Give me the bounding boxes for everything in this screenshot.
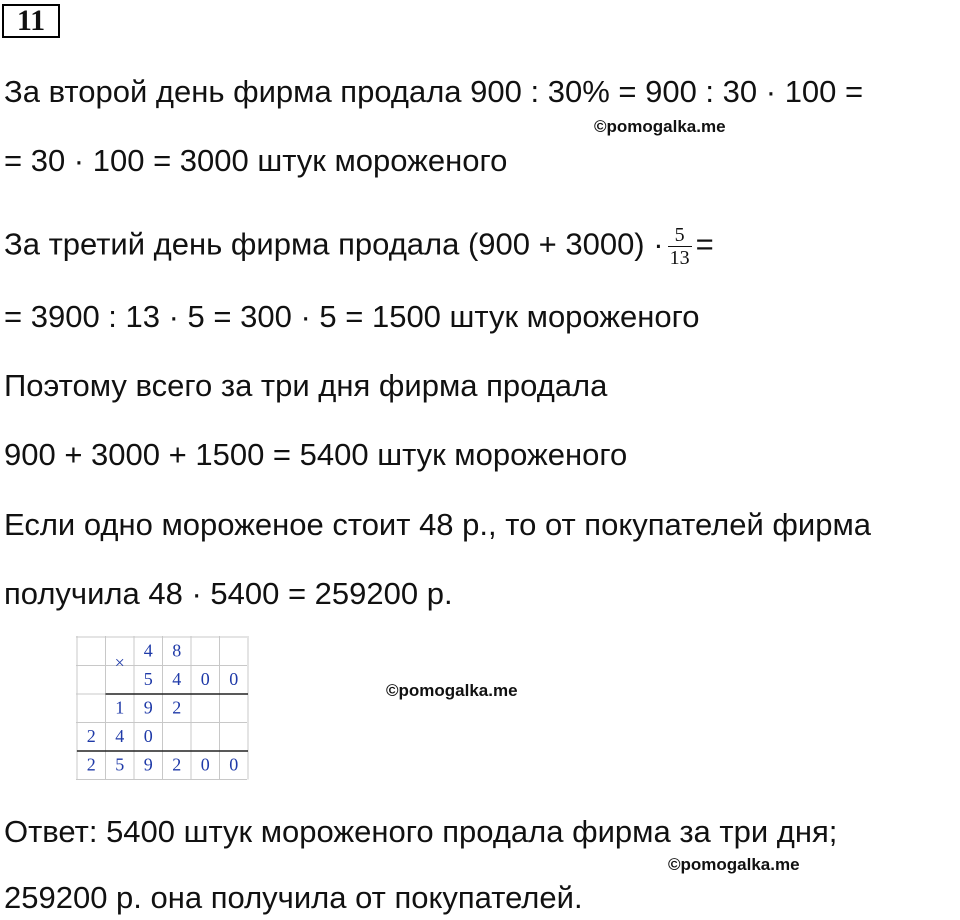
calc-digit: 4 — [143, 640, 153, 661]
answer-line-2: 259200 р. она получила от покупателей. — [4, 880, 583, 915]
text-line-6: 900 + 3000 + 1500 = 5400 штук мороженого — [4, 437, 628, 472]
text-line-2: = 30 · 100 = 3000 штук мороженого — [4, 143, 508, 178]
watermark: ©pomogalka.me — [594, 117, 726, 136]
calc-digit: 0 — [200, 669, 210, 690]
calc-digit: 4 — [115, 726, 125, 747]
multiplication-column — [76, 636, 252, 782]
calc-digit: 0 — [143, 726, 153, 747]
calc-digit: 1 — [115, 697, 125, 718]
watermark: ©pomogalka.me — [668, 855, 800, 874]
text-line-3-main: За третий день фирма продала (900 + 3000) · — [4, 226, 664, 262]
calc-digit: 8 — [172, 640, 182, 661]
text-line-1: За второй день фирма продала 900 : 30% = 900 : 30 · 100 = — [4, 74, 864, 109]
calc-digit: 5 — [143, 669, 153, 690]
calc-digit: 2 — [172, 697, 182, 718]
calc-digit: 2 — [172, 754, 182, 775]
text-line-5: Поэтому всего за три дня фирма продала — [4, 368, 608, 403]
calc-digit: 0 — [200, 754, 210, 775]
fraction-numerator: 5 — [674, 224, 685, 246]
calc-digit: 9 — [143, 754, 153, 775]
calc-digit: 0 — [229, 754, 239, 775]
calc-digit: 0 — [229, 669, 239, 690]
answer-line-1: Ответ: 5400 штук мороженого продала фирма за три дня; — [4, 814, 838, 849]
calc-digit: 9 — [143, 697, 153, 718]
calc-digit: 4 — [172, 669, 182, 690]
text-line-7: Если одно мороженое стоит 48 р., то от покупателей фирма — [4, 507, 872, 542]
text-line-3-end: = — [695, 226, 714, 262]
calc-digit: 5 — [115, 754, 125, 775]
calc-digit: 2 — [86, 726, 96, 747]
text-line-4: = 3900 : 13 · 5 = 300 · 5 = 1500 штук мороженого — [4, 299, 700, 334]
fraction — [668, 224, 692, 269]
task-number: 11 — [2, 4, 60, 38]
text-line-3 — [4, 224, 714, 269]
text-line-8: получила 48 · 5400 = 259200 р. — [4, 576, 453, 611]
grid — [76, 636, 248, 780]
calc-digit: 2 — [86, 754, 96, 775]
multiply-sign: × — [114, 652, 125, 673]
watermark: ©pomogalka.me — [386, 681, 518, 700]
fraction-denominator: 13 — [669, 247, 690, 269]
